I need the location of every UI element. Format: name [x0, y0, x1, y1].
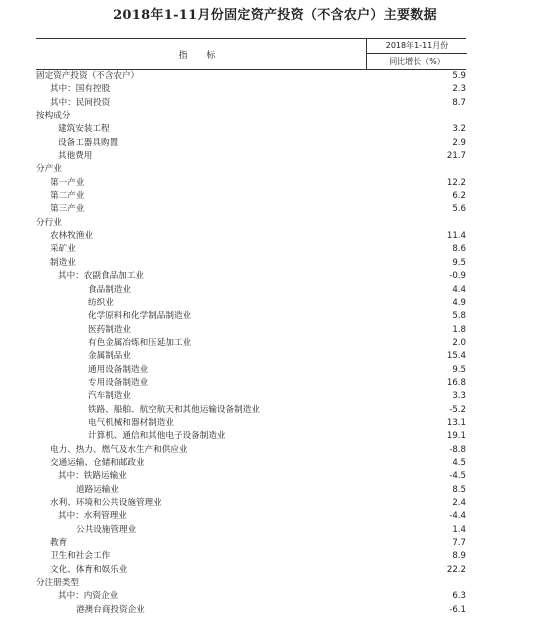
row-value: 13.1 [446, 417, 466, 428]
row-label: 按构成分 [36, 111, 71, 122]
row-label: 分注册类型 [36, 578, 79, 589]
row-value: 3.2 [452, 124, 466, 135]
table-row [36, 217, 466, 230]
row-value: 11.4 [446, 231, 466, 242]
row-label: 港澳台商投资企业 [76, 604, 145, 615]
row-label: 铁路、船舶、航空航天和其他运输设备制造业 [88, 404, 260, 415]
row-value: 22.2 [446, 564, 466, 575]
row-value: -0.9 [449, 271, 466, 282]
row-value: 5.9 [452, 71, 466, 81]
row-value: 12.2 [446, 177, 466, 188]
table-row [36, 70, 466, 83]
row-label: 水利、环境和公共设施管理业 [50, 498, 162, 508]
table-row [36, 444, 466, 457]
table-row [36, 297, 466, 310]
table-row [36, 177, 466, 190]
row-label: 农林牧渔业 [50, 231, 93, 242]
row-value: -6.1 [449, 604, 466, 615]
row-value: 4.5 [452, 457, 466, 468]
row-value: 8.5 [452, 484, 466, 495]
row-value: 7.7 [452, 538, 466, 549]
table-row [36, 484, 466, 497]
row-label: 教育 [50, 538, 68, 549]
table-row [36, 577, 466, 590]
table-row [36, 270, 466, 283]
table-row [36, 470, 466, 483]
row-label: 设备工器具购置 [58, 137, 119, 148]
table-row [36, 110, 466, 123]
table-row [36, 150, 466, 163]
row-value: 5.8 [452, 311, 466, 322]
row-label: 食品制造业 [88, 284, 131, 295]
row-label: 制造业 [50, 257, 76, 268]
growth-header: 同比增长（%） [389, 57, 445, 66]
row-label: 其中：国有控股 [50, 84, 111, 95]
row-label: 金属制品业 [88, 351, 131, 362]
table-body [36, 70, 466, 617]
row-value: 1.4 [452, 524, 466, 535]
row-value: 4.4 [452, 284, 466, 295]
table-row [36, 97, 466, 110]
row-value: 2.4 [452, 498, 466, 508]
table-row [36, 230, 466, 243]
table-row [36, 390, 466, 403]
row-value: 21.7 [446, 151, 466, 162]
table-row [36, 590, 466, 603]
table-row [36, 457, 466, 470]
table-row [36, 430, 466, 443]
row-value: 16.8 [446, 377, 466, 388]
row-value: 4.9 [452, 297, 466, 308]
row-label: 固定资产投资（不含农户） [36, 71, 140, 81]
period-header: 2018年1-11月份 [367, 39, 467, 54]
row-label: 其他费用 [58, 151, 93, 162]
table-row [36, 137, 466, 150]
row-label: 建筑安装工程 [58, 124, 110, 135]
table-row [36, 604, 466, 617]
table-row [36, 203, 466, 216]
row-value: 9.5 [452, 364, 466, 375]
row-label: 计算机、通信和其他电子设备制造业 [88, 431, 226, 442]
row-value: 8.6 [452, 244, 466, 255]
row-value: -4.5 [449, 471, 466, 482]
row-value: -8.8 [449, 444, 466, 455]
page-title: 2018年1-11月份固定资产投资（不含农户）主要数据 [113, 8, 437, 23]
row-label: 采矿业 [50, 244, 76, 255]
data-table [36, 38, 466, 617]
table-row [36, 284, 466, 297]
table-row [36, 163, 466, 176]
table-row [36, 377, 466, 390]
table-row [36, 404, 466, 417]
row-value: 19.1 [446, 431, 466, 442]
row-label: 纺织业 [88, 297, 114, 308]
row-label: 专用设备制造业 [88, 377, 149, 388]
table-row [36, 350, 466, 363]
row-label: 其中：水利管理业 [58, 511, 127, 522]
table-header [36, 38, 466, 70]
row-label: 汽车制造业 [88, 391, 131, 402]
row-label: 其中：内资企业 [58, 591, 119, 602]
row-label: 通用设备制造业 [88, 364, 149, 375]
row-value: -5.2 [449, 404, 466, 415]
table-row [36, 364, 466, 377]
row-value: -4.4 [449, 511, 466, 522]
row-label: 第一产业 [50, 177, 85, 188]
row-value: 9.5 [452, 257, 466, 268]
row-label: 有色金属冶炼和压延加工业 [88, 337, 192, 348]
row-label: 卫生和社会工作 [50, 551, 111, 562]
row-value: 6.3 [452, 591, 466, 602]
table-row [36, 524, 466, 537]
row-value: 2.0 [452, 337, 466, 348]
row-label: 电气机械和器材制造业 [88, 417, 174, 428]
table-row [36, 324, 466, 337]
table-row [36, 510, 466, 523]
table-row [36, 337, 466, 350]
table-row [36, 310, 466, 323]
table-row [36, 190, 466, 203]
table-row [36, 243, 466, 256]
table-row [36, 497, 466, 510]
table-row [36, 417, 466, 430]
row-label: 第二产业 [50, 191, 85, 202]
row-value: 6.2 [452, 191, 466, 202]
row-value: 2.3 [452, 84, 466, 95]
row-value: 3.3 [452, 391, 466, 402]
row-value: 1.8 [452, 324, 466, 335]
row-label: 公共设施管理业 [76, 524, 137, 535]
table-row [36, 564, 466, 577]
row-label: 其中：民间投资 [50, 97, 111, 108]
row-value: 8.9 [452, 551, 466, 562]
row-label: 医药制造业 [88, 324, 131, 335]
row-value: 15.4 [446, 351, 466, 362]
table-row [36, 83, 466, 96]
table-row [36, 550, 466, 563]
table-row [36, 123, 466, 136]
row-label: 交通运输、仓储和邮政业 [50, 457, 145, 468]
row-label: 电力、热力、燃气及水生产和供应业 [50, 444, 188, 455]
table-row [36, 257, 466, 270]
row-label: 第三产业 [50, 204, 85, 215]
row-value: 5.6 [452, 204, 466, 215]
row-label: 分产业 [36, 164, 62, 175]
row-label: 道路运输业 [76, 484, 119, 495]
row-value: 2.9 [452, 137, 466, 148]
row-label: 其中：铁路运输业 [58, 471, 127, 482]
table-row [36, 537, 466, 550]
row-label: 其中：农副食品加工业 [58, 271, 144, 282]
row-label: 化学原料和化学制品制造业 [88, 311, 192, 322]
row-label: 文化、体育和娱乐业 [50, 564, 128, 575]
row-label: 分行业 [36, 217, 62, 228]
indicator-header: 指 标 [178, 50, 224, 61]
row-value: 8.7 [452, 97, 466, 108]
value-header [366, 39, 467, 69]
